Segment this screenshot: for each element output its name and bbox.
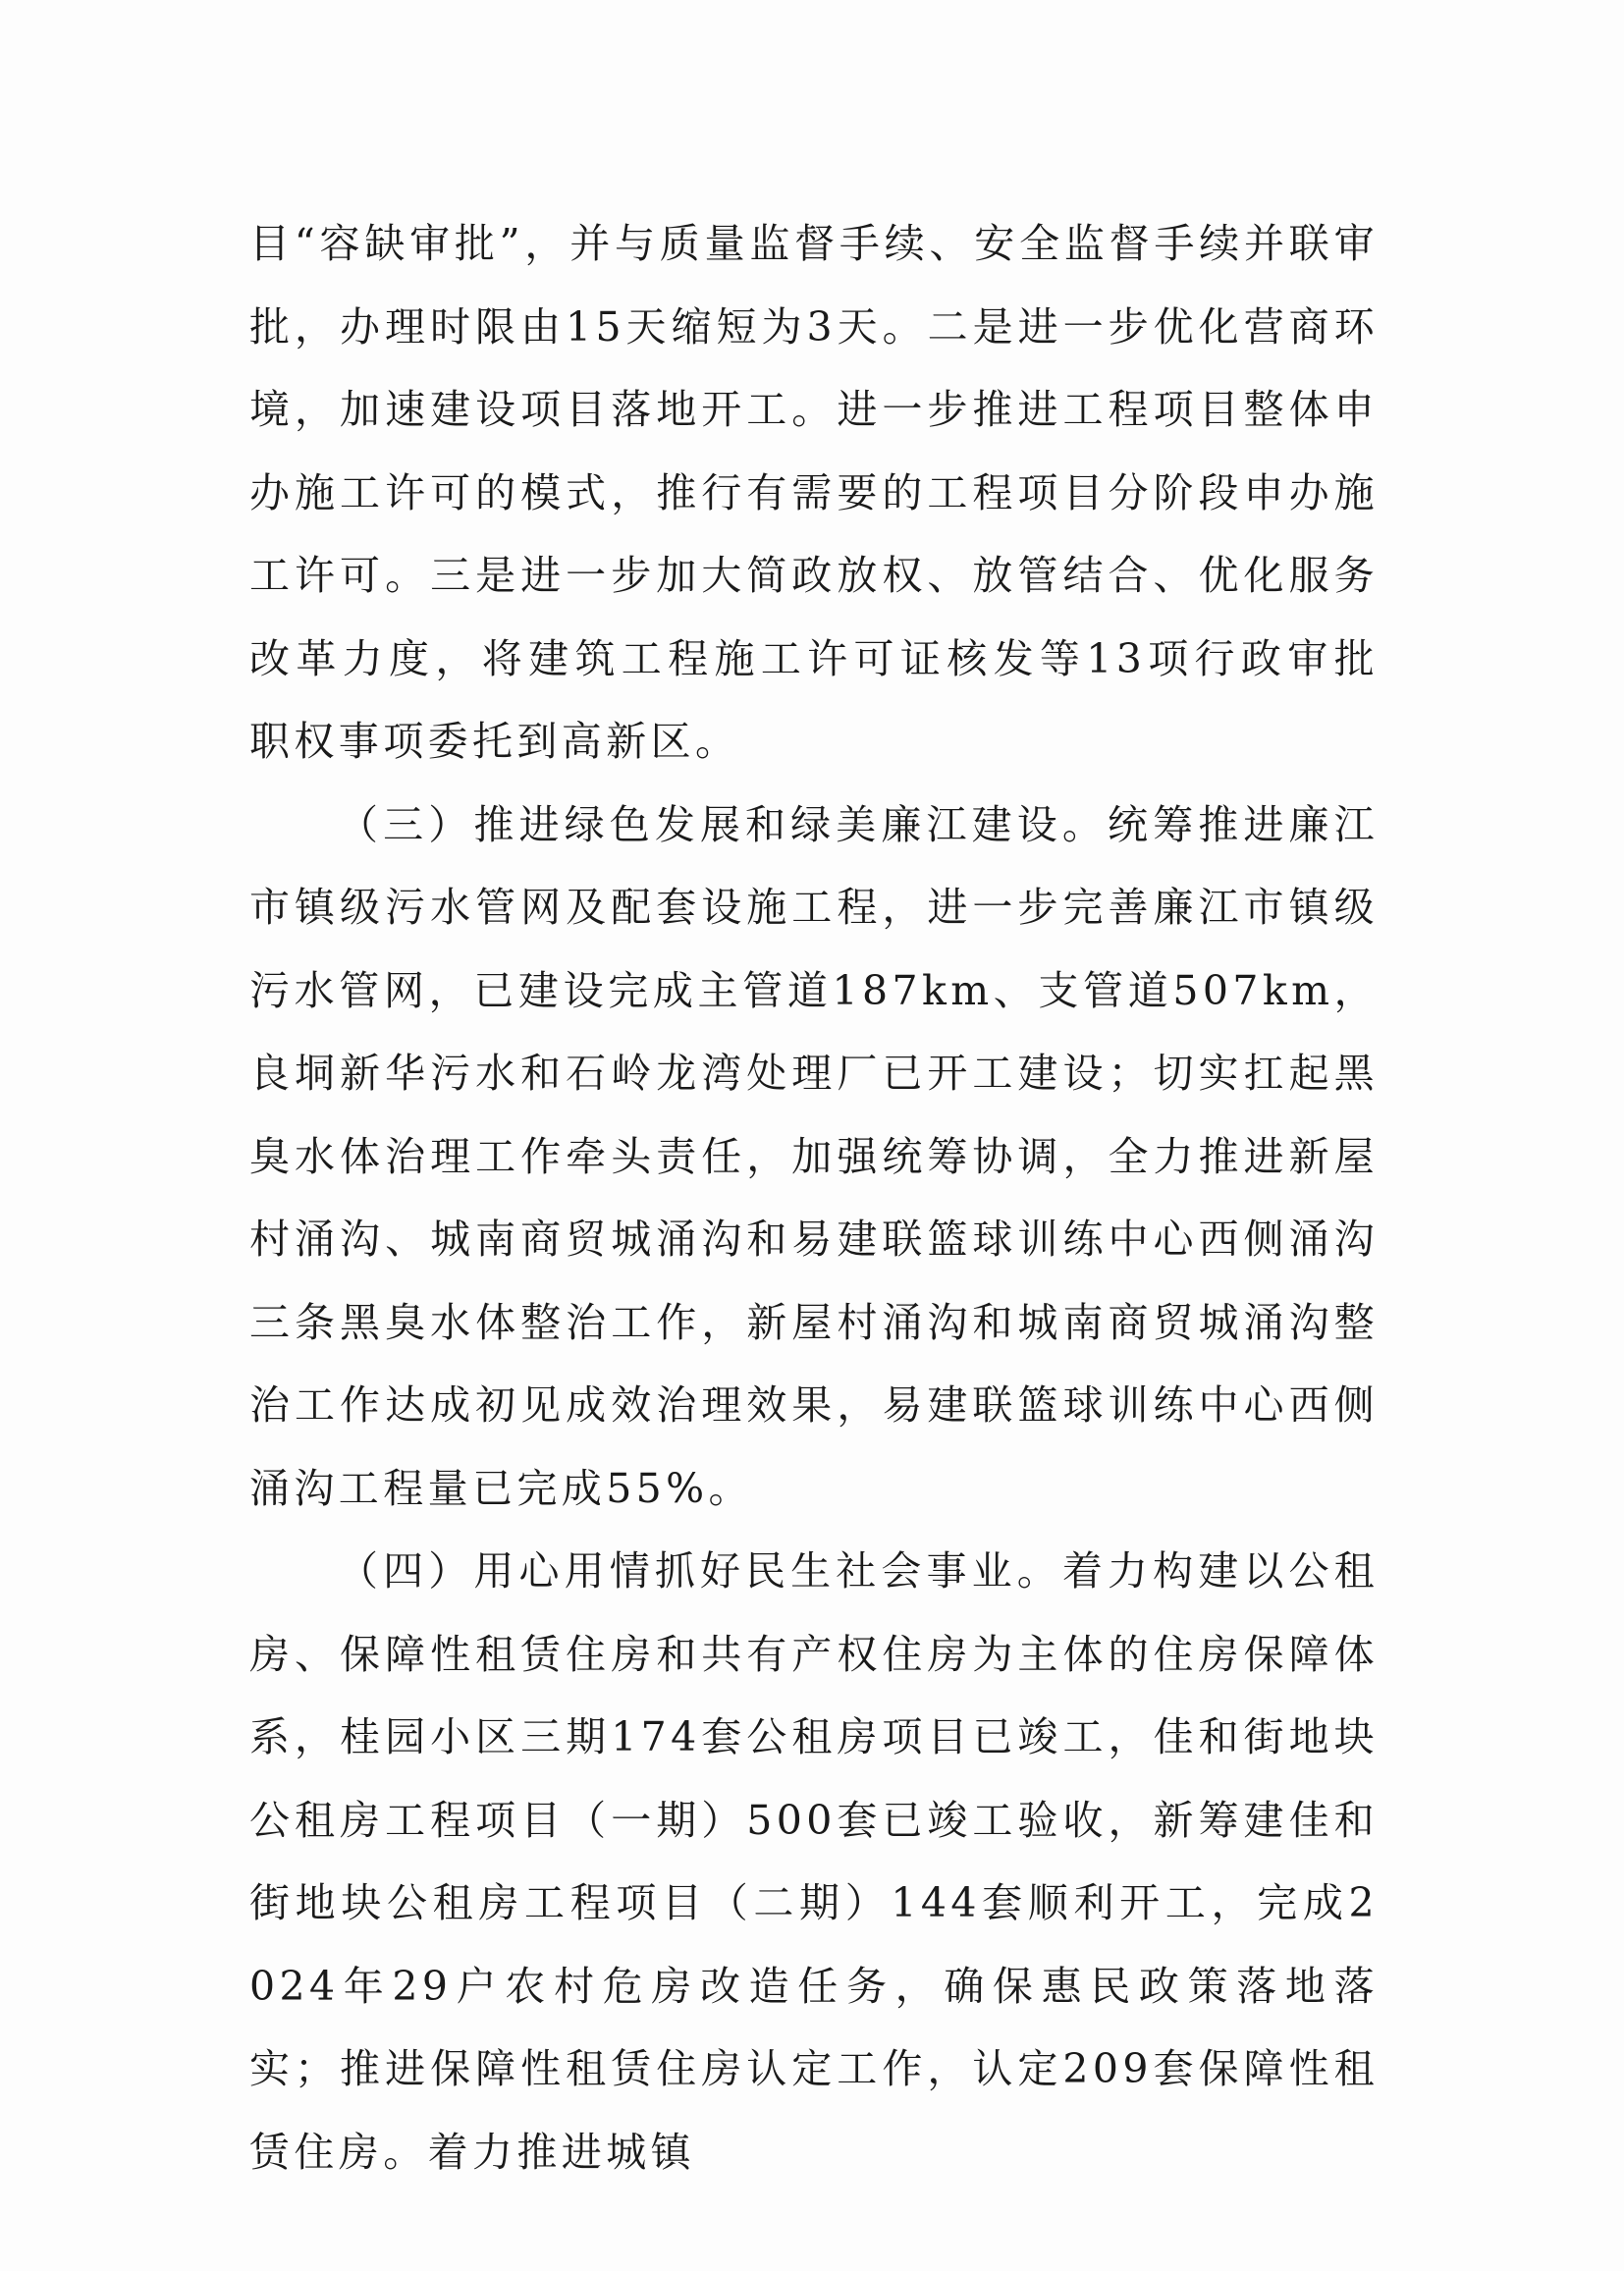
paragraph-section-3: （三）推进绿色发展和绿美廉江建设。统筹推进廉江市镇级污水管网及配套设施工程，进一步完善廉江市镇级污水管网，已建设完成主管道187km、支管道507km，良垌新华污水和石岭龙湾处理厂已开工建设；切实扛起黑臭水体治理工作牵头责任，加强统筹协调，全力推进新屋村涌沟、城南商贸城涌沟和易建联篮球训练中心西侧涌沟三条黑臭水体整治工作，新屋村涌沟和城南商贸城涌沟整治工作达成初见成效治理效果，易建联篮球训练中心西侧涌沟工程量已完成55%。	[249, 800, 1379, 1512]
paragraph-continued: 目“容缺审批”，并与质量监督手续、安全监督手续并联审批，办理时限由15天缩短为3天。二是进一步优化营商环境，加速建设项目落地开工。进一步推进工程项目整体申办施工许可的模式，推行有需要的工程项目分阶段申办施工许可。三是进一步加大简政放权、放管结合、优化服务改革力度，将建筑工程施工许可证核发等13项行政审批职权事项委托到高新区。	[249, 220, 1379, 765]
document-body	[249, 202, 1379, 2193]
paragraph-section-4: （四）用心用情抓好民生社会事业。着力构建以公租房、保障性租赁住房和共有产权住房为主体的住房保障体系，桂园小区三期174套公租房项目已竣工，佳和街地块公租房工程项目（一期）500套已竣工验收，新筹建佳和街地块公租房工程项目（二期）144套顺利开工，完成2024年29户农村危房改造任务，确保惠民政策落地落实；推进保障性租赁住房认定工作，认定209套保障性租赁住房。着力推进城镇	[249, 1547, 1379, 2176]
